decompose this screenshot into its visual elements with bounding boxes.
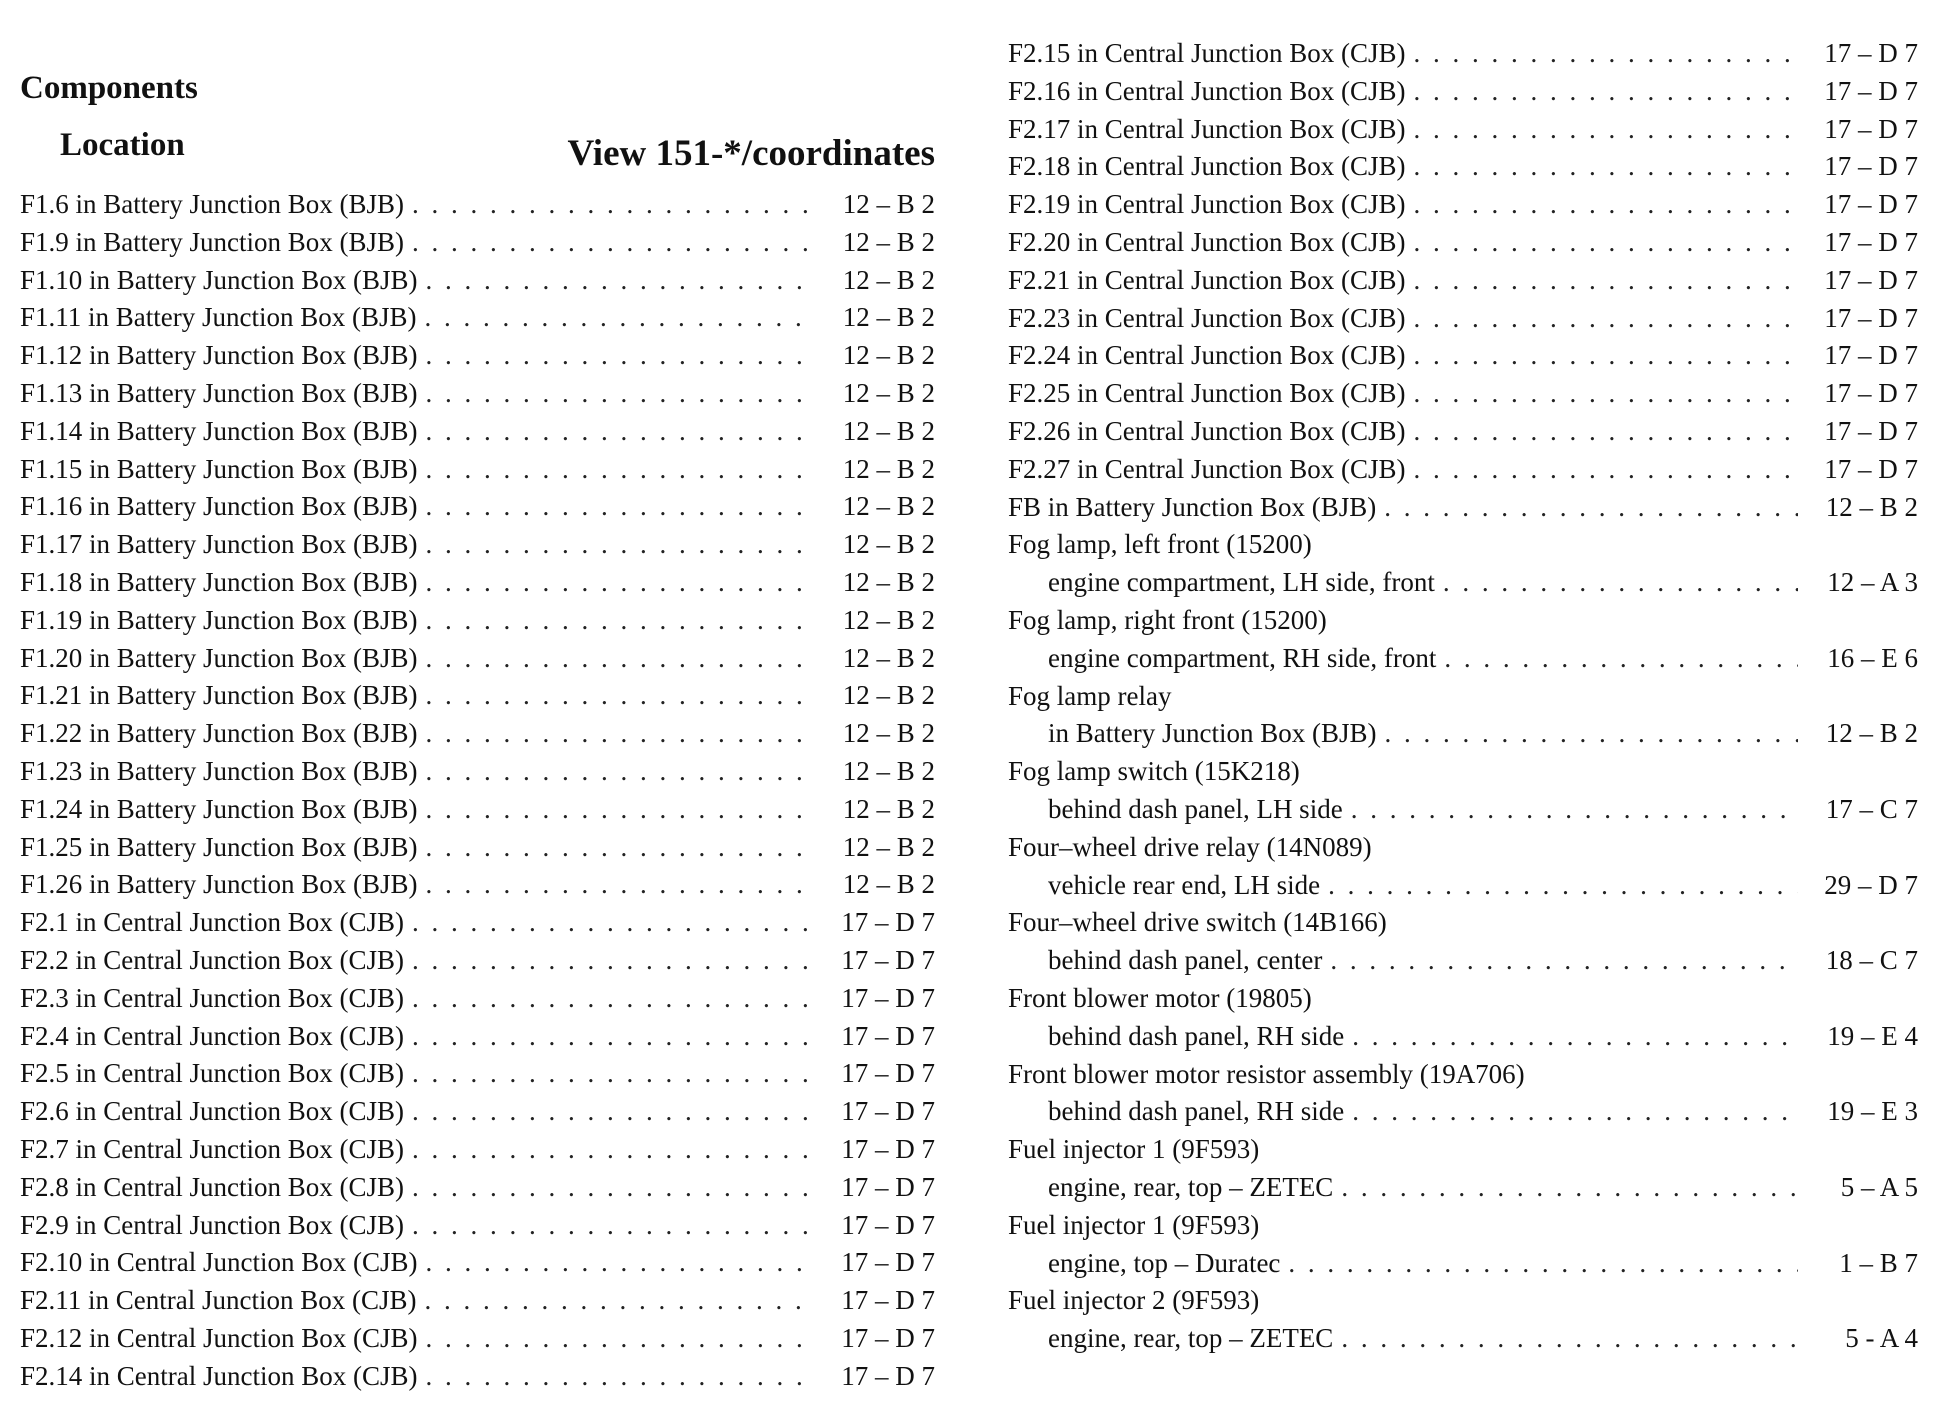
entry-label: F1.15 in Battery Junction Box (BJB) <box>20 453 418 484</box>
entry-label: F1.19 in Battery Junction Box (BJB) <box>20 604 418 635</box>
index-entry <box>20 1096 935 1134</box>
entry-coordinates: 17 – D 7 <box>1824 264 1918 295</box>
dot-leader <box>426 794 816 825</box>
entry-coordinates: 17 – D 7 <box>841 1096 935 1127</box>
entry-label: Fuel injector 1 (9F593) <box>1008 1134 1260 1165</box>
index-entry <box>1008 114 1918 152</box>
entry-label: engine compartment, LH side, front <box>1048 567 1435 598</box>
dot-leader <box>426 756 816 787</box>
entry-label: engine compartment, RH side, front <box>1048 642 1437 673</box>
index-entry <box>1008 1021 1918 1059</box>
entry-coordinates: 17 – D 7 <box>841 907 935 938</box>
dot-leader <box>426 454 816 485</box>
entry-label: Four–wheel drive relay (14N089) <box>1008 831 1372 862</box>
entry-label: F1.20 in Battery Junction Box (BJB) <box>20 642 418 673</box>
entry-label: F2.26 in Central Junction Box (CJB) <box>1008 415 1406 446</box>
entry-coordinates: 12 – B 2 <box>842 831 935 862</box>
index-entry <box>20 832 935 870</box>
dot-leader <box>1352 1021 1798 1052</box>
entry-label: F1.23 in Battery Junction Box (BJB) <box>20 755 418 786</box>
entry-coordinates: 17 – D 7 <box>1824 340 1918 371</box>
index-entry <box>20 1058 935 1096</box>
index-entry <box>20 643 935 681</box>
dot-leader <box>412 1058 815 1089</box>
entry-label: F2.25 in Central Junction Box (CJB) <box>1008 378 1406 409</box>
dot-leader <box>1330 945 1798 976</box>
dot-leader <box>426 1361 816 1392</box>
entry-label: F2.10 in Central Junction Box (CJB) <box>20 1247 418 1278</box>
index-entry <box>1008 794 1918 832</box>
entry-label: F2.27 in Central Junction Box (CJB) <box>1008 453 1406 484</box>
entry-label: F2.14 in Central Junction Box (CJB) <box>20 1360 418 1391</box>
index-entry <box>20 340 935 378</box>
dot-leader <box>1384 492 1798 523</box>
entry-label: behind dash panel, RH side <box>1048 1096 1345 1127</box>
dot-leader <box>426 491 816 522</box>
entry-coordinates: 12 – B 2 <box>842 453 935 484</box>
dot-leader <box>1414 303 1799 334</box>
index-entry <box>20 378 935 416</box>
entry-coordinates: 12 – B 2 <box>842 718 935 749</box>
entry-coordinates: 12 – B 2 <box>842 226 935 257</box>
entry-coordinates: 17 – D 7 <box>1824 189 1918 220</box>
index-entry <box>1008 1172 1918 1210</box>
entry-label: F2.5 in Central Junction Box (CJB) <box>20 1058 404 1089</box>
entry-label: F1.6 in Battery Junction Box (BJB) <box>20 189 404 219</box>
index-entry <box>1008 1210 1918 1248</box>
entry-coordinates: 12 – B 2 <box>842 491 935 522</box>
entry-label: F2.12 in Central Junction Box (CJB) <box>20 1322 418 1353</box>
dot-leader <box>426 265 816 296</box>
index-entry <box>1008 416 1918 454</box>
index-entry <box>20 718 935 756</box>
entry-coordinates: 12 – B 2 <box>842 529 935 560</box>
index-entry <box>1008 1323 1918 1361</box>
entry-label: Fog lamp relay <box>1008 680 1172 711</box>
dot-leader <box>1351 794 1798 825</box>
entry-label: F2.8 in Central Junction Box (CJB) <box>20 1171 404 1202</box>
entry-coordinates: 17 – D 7 <box>1824 226 1918 257</box>
entry-label: Front blower motor (19805) <box>1008 982 1312 1013</box>
entry-coordinates: 17 – D 7 <box>1824 378 1918 409</box>
index-entry <box>20 491 935 529</box>
dot-leader <box>426 378 816 409</box>
entry-coordinates: 17 – D 7 <box>841 1020 935 1051</box>
dot-leader <box>426 680 816 711</box>
entry-label: F1.14 in Battery Junction Box (BJB) <box>20 415 418 446</box>
entry-coordinates: 17 – D 7 <box>1824 415 1918 446</box>
entry-label: F1.16 in Battery Junction Box (BJB) <box>20 491 418 522</box>
entry-label: F2.20 in Central Junction Box (CJB) <box>1008 226 1406 257</box>
entry-coordinates: 12 – B 2 <box>842 869 935 900</box>
entry-label: F1.17 in Battery Junction Box (BJB) <box>20 529 418 560</box>
entry-label: F1.10 in Battery Junction Box (BJB) <box>20 264 418 295</box>
entry-label: F1.25 in Battery Junction Box (BJB) <box>20 831 418 862</box>
entry-coordinates: 12 – B 2 <box>842 566 935 597</box>
entry-coordinates: 5 - A 4 <box>1845 1323 1918 1354</box>
entry-label: F2.3 in Central Junction Box (CJB) <box>20 982 404 1013</box>
entry-coordinates: 12 – B 2 <box>842 264 935 295</box>
dot-leader <box>426 1323 816 1354</box>
page-title: Components <box>20 70 198 106</box>
dot-leader <box>412 907 815 938</box>
index-entry <box>20 302 935 340</box>
entry-coordinates: 12 – B 2 <box>842 189 935 219</box>
index-entry <box>1008 378 1918 416</box>
dot-leader <box>426 340 816 371</box>
index-entry <box>1008 151 1918 189</box>
index-entry <box>1008 907 1918 945</box>
entry-coordinates: 19 – E 3 <box>1827 1096 1918 1127</box>
entry-label: F2.11 in Central Junction Box (CJB) <box>20 1285 417 1316</box>
index-entry <box>1008 227 1918 265</box>
dot-leader <box>1414 454 1799 485</box>
location-column-heading: Location <box>60 127 185 163</box>
entry-label: behind dash panel, RH side <box>1048 1020 1345 1051</box>
index-entry <box>1008 1059 1918 1097</box>
index-entry <box>1008 1134 1918 1172</box>
dot-leader <box>426 1247 816 1278</box>
entry-label: F1.12 in Battery Junction Box (BJB) <box>20 340 418 371</box>
view-coordinates-heading: View 151-*/coordinates <box>567 133 935 174</box>
entry-label: F1.18 in Battery Junction Box (BJB) <box>20 566 418 597</box>
index-entry <box>20 605 935 643</box>
entry-label: Front blower motor resistor assembly (19A706) <box>1008 1058 1525 1089</box>
dot-leader <box>426 416 816 447</box>
entry-coordinates: 17 – D 7 <box>841 1285 935 1316</box>
index-entry <box>1008 454 1918 492</box>
entry-coordinates: 18 – C 7 <box>1825 945 1918 976</box>
entry-coordinates: 17 – D 7 <box>841 944 935 975</box>
index-entry <box>1008 303 1918 341</box>
dot-leader <box>1414 76 1799 107</box>
entry-coordinates: 19 – E 4 <box>1827 1020 1918 1051</box>
dot-leader <box>1444 643 1798 674</box>
index-entry <box>1008 643 1918 681</box>
entry-coordinates: 17 – D 7 <box>1824 302 1918 333</box>
entry-coordinates: 1 – B 7 <box>1839 1247 1918 1278</box>
entry-coordinates: 17 – D 7 <box>841 1171 935 1202</box>
index-entry <box>1008 567 1918 605</box>
dot-leader <box>426 605 816 636</box>
index-entry <box>20 1285 935 1323</box>
entry-label: F2.16 in Central Junction Box (CJB) <box>1008 75 1406 106</box>
entry-label: F2.21 in Central Junction Box (CJB) <box>1008 264 1406 295</box>
entry-coordinates: 16 – E 6 <box>1827 642 1918 673</box>
entry-coordinates: 12 – B 2 <box>842 377 935 408</box>
entry-label: F1.21 in Battery Junction Box (BJB) <box>20 680 418 711</box>
dot-leader <box>1414 265 1799 296</box>
entry-label: FB in Battery Junction Box (BJB) <box>1008 491 1377 522</box>
entry-coordinates: 17 – D 7 <box>1824 151 1918 182</box>
index-entry <box>1008 1248 1918 1286</box>
index-entry <box>20 983 935 1021</box>
entry-label: Fuel injector 2 (9F593) <box>1008 1285 1260 1316</box>
entry-label: Fog lamp switch (15K218) <box>1008 756 1300 787</box>
index-entry <box>20 454 935 492</box>
index-entry <box>20 1210 935 1248</box>
entry-coordinates: 12 – B 2 <box>842 302 935 333</box>
dot-leader <box>426 643 816 674</box>
entry-coordinates: 12 – B 2 <box>842 680 935 711</box>
dot-leader <box>412 1021 815 1052</box>
entry-label: behind dash panel, LH side <box>1048 793 1343 824</box>
entry-coordinates: 17 – D 7 <box>841 982 935 1013</box>
index-entry <box>20 1021 935 1059</box>
index-entry <box>20 945 935 983</box>
entry-label: Four–wheel drive switch (14B166) <box>1008 907 1387 938</box>
entry-label: engine, top – Duratec <box>1048 1247 1281 1278</box>
dot-leader <box>412 1172 815 1203</box>
entry-coordinates: 12 – A 3 <box>1827 567 1918 598</box>
entry-label: F2.17 in Central Junction Box (CJB) <box>1008 113 1406 144</box>
index-entry <box>1008 340 1918 378</box>
entry-label: F2.24 in Central Junction Box (CJB) <box>1008 340 1406 371</box>
index-entry <box>20 1361 935 1399</box>
index-entry <box>1008 1285 1918 1323</box>
index-entry <box>20 1247 935 1285</box>
entry-coordinates: 17 – D 7 <box>841 1058 935 1089</box>
index-entry <box>1008 718 1918 756</box>
entry-label: in Battery Junction Box (BJB) <box>1048 718 1377 749</box>
entry-coordinates: 29 – D 7 <box>1824 869 1918 900</box>
dot-leader <box>1328 870 1798 901</box>
dot-leader <box>426 567 816 598</box>
entry-coordinates: 12 – B 2 <box>842 642 935 673</box>
index-entry <box>20 189 935 227</box>
dot-leader <box>412 1210 815 1241</box>
index-entry <box>1008 189 1918 227</box>
index-entry <box>20 529 935 567</box>
index-entry <box>1008 265 1918 303</box>
index-entry <box>20 416 935 454</box>
index-entry <box>20 756 935 794</box>
dot-leader <box>426 529 816 560</box>
dot-leader <box>1414 378 1799 409</box>
dot-leader <box>1384 718 1798 749</box>
left-entry-list <box>20 189 935 1399</box>
entry-coordinates: 17 – D 7 <box>1824 113 1918 144</box>
entry-label: engine, rear, top – ZETEC <box>1048 1171 1334 1202</box>
dot-leader <box>1414 416 1799 447</box>
dot-leader <box>1443 567 1798 598</box>
entry-coordinates: 17 – D 7 <box>1824 38 1918 68</box>
dot-leader <box>426 832 816 863</box>
dot-leader <box>1414 151 1799 182</box>
dot-leader <box>1414 340 1799 371</box>
entry-label: F1.26 in Battery Junction Box (BJB) <box>20 869 418 900</box>
index-entry <box>1008 605 1918 643</box>
dot-leader <box>412 983 815 1014</box>
entry-label: F2.2 in Central Junction Box (CJB) <box>20 944 404 975</box>
index-entry <box>20 227 935 265</box>
index-entry <box>1008 492 1918 530</box>
index-entry <box>20 680 935 718</box>
dot-leader <box>1341 1172 1798 1203</box>
index-entry <box>20 567 935 605</box>
index-entry <box>20 1172 935 1210</box>
index-entry <box>20 265 935 303</box>
dot-leader <box>1352 1096 1798 1127</box>
entry-coordinates: 17 – D 7 <box>841 1209 935 1240</box>
right-entry-list <box>1008 38 1918 1361</box>
dot-leader <box>412 227 815 258</box>
entry-label: F2.6 in Central Junction Box (CJB) <box>20 1096 404 1127</box>
entry-label: F2.15 in Central Junction Box (CJB) <box>1008 38 1406 68</box>
entry-coordinates: 17 – D 7 <box>841 1360 935 1391</box>
entry-coordinates: 17 – C 7 <box>1825 793 1918 824</box>
entry-coordinates: 17 – D 7 <box>841 1322 935 1353</box>
index-entry <box>1008 756 1918 794</box>
dot-leader <box>412 189 815 220</box>
entry-coordinates: 12 – B 2 <box>1825 718 1918 749</box>
entry-coordinates: 5 – A 5 <box>1840 1171 1918 1202</box>
entry-label: F2.19 in Central Junction Box (CJB) <box>1008 189 1406 220</box>
entry-label: F1.11 in Battery Junction Box (BJB) <box>20 302 417 333</box>
entry-coordinates: 12 – B 2 <box>842 793 935 824</box>
entry-label: engine, rear, top – ZETEC <box>1048 1323 1334 1354</box>
dot-leader <box>1288 1248 1798 1279</box>
entry-label: F2.1 in Central Junction Box (CJB) <box>20 907 404 938</box>
entry-label: F1.9 in Battery Junction Box (BJB) <box>20 226 404 257</box>
entry-label: Fuel injector 1 (9F593) <box>1008 1209 1260 1240</box>
entry-coordinates: 12 – B 2 <box>1825 491 1918 522</box>
dot-leader <box>1414 227 1799 258</box>
index-entry <box>1008 681 1918 719</box>
entry-label: Fog lamp, left front (15200) <box>1008 529 1312 560</box>
entry-label: behind dash panel, center <box>1048 945 1323 976</box>
entry-label: Fog lamp, right front (15200) <box>1008 604 1327 635</box>
dot-leader <box>1414 38 1799 69</box>
entry-coordinates: 12 – B 2 <box>842 340 935 371</box>
dot-leader <box>426 869 816 900</box>
index-entry <box>20 907 935 945</box>
dot-leader <box>425 302 816 333</box>
entry-label: F1.13 in Battery Junction Box (BJB) <box>20 377 418 408</box>
entry-coordinates: 17 – D 7 <box>1824 75 1918 106</box>
index-entry <box>1008 945 1918 983</box>
dot-leader <box>425 1285 816 1316</box>
entry-coordinates: 17 – D 7 <box>841 1133 935 1164</box>
index-entry <box>1008 1096 1918 1134</box>
entry-label: F2.18 in Central Junction Box (CJB) <box>1008 151 1406 182</box>
entry-label: F2.7 in Central Junction Box (CJB) <box>20 1133 404 1164</box>
entry-label: F2.4 in Central Junction Box (CJB) <box>20 1020 404 1051</box>
entry-label: F2.9 in Central Junction Box (CJB) <box>20 1209 404 1240</box>
entry-coordinates: 12 – B 2 <box>842 604 935 635</box>
dot-leader <box>1341 1323 1798 1354</box>
entry-label: F1.24 in Battery Junction Box (BJB) <box>20 793 418 824</box>
entry-coordinates: 12 – B 2 <box>842 415 935 446</box>
index-entry <box>1008 38 1918 76</box>
entry-coordinates: 12 – B 2 <box>842 755 935 786</box>
entry-label: F1.22 in Battery Junction Box (BJB) <box>20 718 418 749</box>
dot-leader <box>412 945 815 976</box>
entry-coordinates: 17 – D 7 <box>841 1247 935 1278</box>
index-entry <box>20 1323 935 1361</box>
entry-label: F2.23 in Central Junction Box (CJB) <box>1008 302 1406 333</box>
index-entry <box>20 869 935 907</box>
dot-leader <box>412 1096 815 1127</box>
index-entry <box>20 1134 935 1172</box>
entry-coordinates: 17 – D 7 <box>1824 453 1918 484</box>
index-entry <box>1008 529 1918 567</box>
index-entry <box>1008 832 1918 870</box>
index-entry <box>1008 870 1918 908</box>
dot-leader <box>426 718 816 749</box>
index-entry <box>20 794 935 832</box>
index-entry <box>1008 76 1918 114</box>
dot-leader <box>412 1134 815 1165</box>
dot-leader <box>1414 114 1799 145</box>
entry-label: vehicle rear end, LH side <box>1048 869 1321 900</box>
dot-leader <box>1414 189 1799 220</box>
index-entry <box>1008 983 1918 1021</box>
